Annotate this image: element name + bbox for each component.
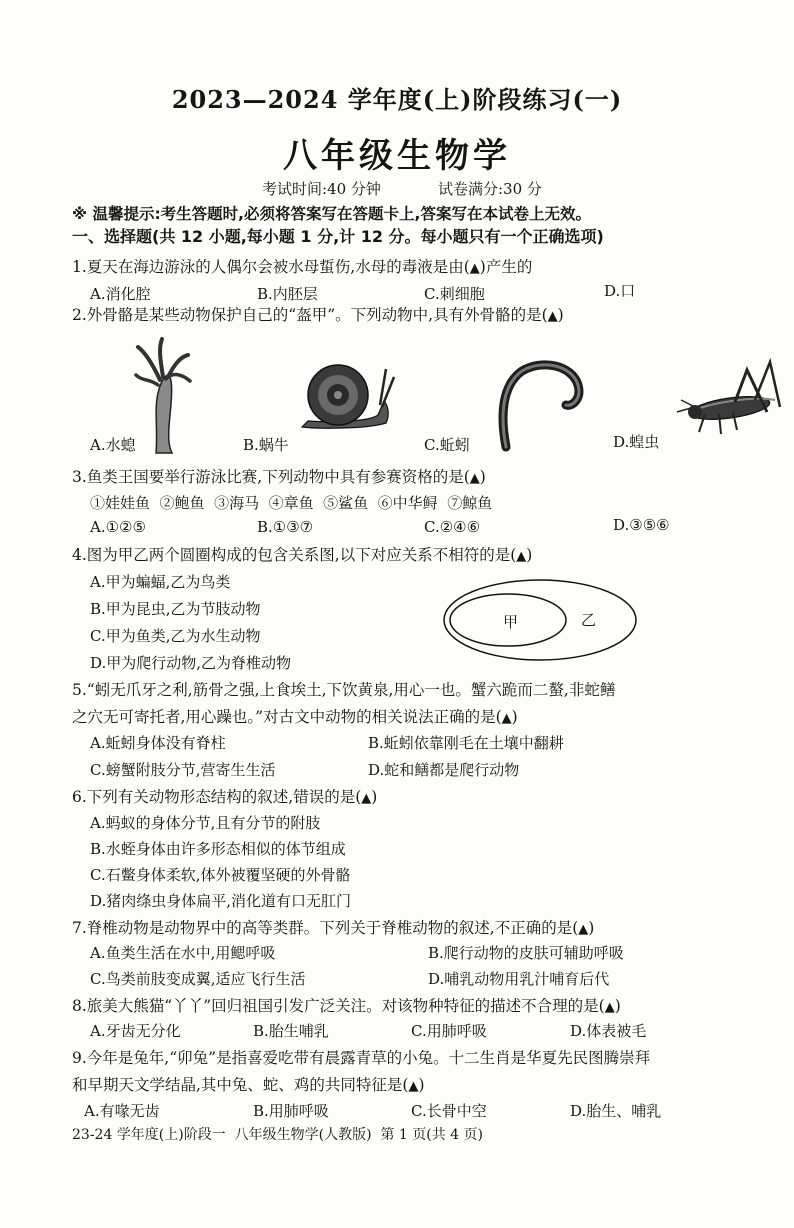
option: B.①③⑦ [257,518,314,536]
venn-outer-label: 乙 [581,611,597,629]
question-stem-end: ) [511,708,518,726]
question-stem: 7.脊椎动物是动物界中的高等类群。下列关于脊椎动物的叙述,不正确的是( [72,919,579,937]
question-stem-end: ) [371,788,378,806]
option: C.螃蟹附肢分节,营寄生生活 [90,761,276,779]
page-footer: 23-24 学年度(上)阶段一 八年级生物学(人教版) 第 1 页(共 4 页) [72,1127,483,1143]
answer-blank-icon: ▲ [501,711,512,726]
option: A.甲为蝙蝠,乙为鸟类 [90,573,231,591]
question-stem-end: ) [526,546,533,564]
question-stem: 1.夏天在海边游泳的人偶尔会被水母蜇伤,水母的毒液是由( [72,258,470,276]
option: C.蚯蚓 [424,436,470,454]
question-2 [72,303,564,325]
option: B.爬行动物的皮肤可辅助呼吸 [428,944,624,962]
option: B.内胚层 [257,285,318,303]
answer-blank-icon: ▲ [361,791,372,806]
answer-blank-icon: ▲ [578,922,589,937]
option: A.鱼类生活在水中,用鳃呼吸 [90,944,276,962]
question-9-line1: 9.今年是兔年,“卯兔”是指喜爱吃带有晨露青草的小兔。十二生肖是华夏先民图腾崇拜 [72,1049,651,1067]
option: C.石鳖身体柔软,体外被覆坚硬的外骨骼 [90,866,351,884]
question-stem: 4.图为甲乙两个圆圈构成的包含关系图,以下对应关系不相符的是( [72,546,517,564]
question-3 [72,465,486,487]
outer-circle [444,580,636,660]
question-4 [72,543,532,565]
exam-title: 2023—2024 学年度(上)阶段练习(一) [171,85,623,114]
option: C.用肺呼吸 [411,1022,487,1040]
locust-illustration [675,352,785,437]
option: D.体表被毛 [570,1022,647,1040]
question-8 [72,994,621,1016]
option: D.甲为爬行动物,乙为脊椎动物 [90,654,292,672]
option: D.③⑤⑥ [613,516,670,534]
option: A.蚯蚓身体没有脊柱 [90,734,226,752]
option: B.用肺呼吸 [253,1102,329,1120]
option: C.②④⑥ [424,518,481,536]
option: B.胎生哺乳 [253,1022,329,1040]
option: C.长骨中空 [411,1102,487,1120]
question-6 [72,785,377,807]
subject-title: 八年级生物学 [283,136,511,176]
earthworm-illustration [492,355,592,455]
option: A.牙齿无分化 [90,1022,181,1040]
question-stem: 3.鱼类王国要举行游泳比赛,下列动物中具有参赛资格的是( [72,468,470,486]
question-stem: 8.旅美大熊猫“丫丫”回归祖国引发广泛关注。对该物种特征的描述不合理的是( [72,997,605,1015]
question-stem-end: ) [557,306,564,324]
option: A.消化腔 [90,285,151,303]
question-stem: 之穴无可寄托者,用心躁也。”对古文中动物的相关说法正确的是( [72,708,502,726]
question-stem: 6.下列有关动物形态结构的叙述,错误的是( [72,788,362,806]
question-stem-end: ) [418,1076,425,1094]
answer-blank-icon: ▲ [408,1079,419,1094]
venn-inner-label: 甲 [503,613,519,631]
answer-blank-icon: ▲ [604,1000,615,1015]
notice: ※ 温馨提示:考生答题时,必须将答案写在答题卡上,答案写在本试卷上无效。 [72,205,591,223]
question-1 [72,255,532,277]
option: B.水蛭身体由许多形态相似的体节组成 [90,840,346,858]
question-stem: 2.外骨骼是某些动物保护自己的“盔甲”。下列动物中,具有外骨骼的是( [72,306,548,324]
option: D.蛇和鳝都是爬行动物 [368,761,520,779]
option: A.蚂蚁的身体分节,且有分节的附肢 [90,814,321,832]
answer-blank-icon: ▲ [469,471,480,486]
question-stem-end: ) [614,997,621,1015]
question-7 [72,916,594,938]
question-stem-end: ) [588,919,595,937]
hydra-illustration [128,335,198,455]
exam-time: 考试时间:40 分钟 [262,180,381,198]
option: D.胎生、哺乳 [570,1102,662,1120]
answer-blank-icon: ▲ [547,309,558,324]
option: B.蚯蚓依靠刚毛在土壤中翻耕 [368,734,564,752]
option: C.刺细胞 [424,285,485,303]
option: B.甲为昆虫,乙为节肢动物 [90,600,261,618]
question-9 [72,1073,425,1095]
answer-blank-icon: ▲ [516,549,527,564]
option: B.蜗牛 [243,436,289,454]
option: D.蝗虫 [613,433,660,451]
option: C.鸟类前肢变成翼,适应飞行生活 [90,970,306,988]
question-5-line1: 5.“蚓无爪牙之利,筋骨之强,上食埃土,下饮黄泉,用心一也。蟹六跪而二螯,非蛇鳝 [72,681,616,699]
snail-illustration [298,355,398,435]
section-heading: 一、选择题(共 12 小题,每小题 1 分,计 12 分。每小题只有一个正确选项) [72,227,604,246]
question-items: ①娃娃鱼 ②鲍鱼 ③海马 ④章鱼 ⑤鲨鱼 ⑥中华鲟 ⑦鲸鱼 [90,494,493,512]
venn-diagram [440,576,640,666]
question-stem-end: )产生的 [479,258,533,276]
question-stem: 和早期天文学结晶,其中兔、蛇、鸡的共同特征是( [72,1076,409,1094]
option: D.哺乳动物用乳汁哺育后代 [428,970,610,988]
option: D.口 [604,282,636,300]
full-score: 试卷满分:30 分 [438,180,542,198]
question-stem-end: ) [479,468,486,486]
option: A.水螅 [90,436,136,454]
option: A.①②⑤ [90,518,146,536]
answer-blank-icon: ▲ [469,261,480,276]
option: C.甲为鱼类,乙为水生动物 [90,627,261,645]
option: D.猪肉绦虫身体扁平,消化道有口无肛门 [90,892,352,910]
question-5 [72,705,518,727]
option: A.有喙无齿 [84,1102,160,1120]
